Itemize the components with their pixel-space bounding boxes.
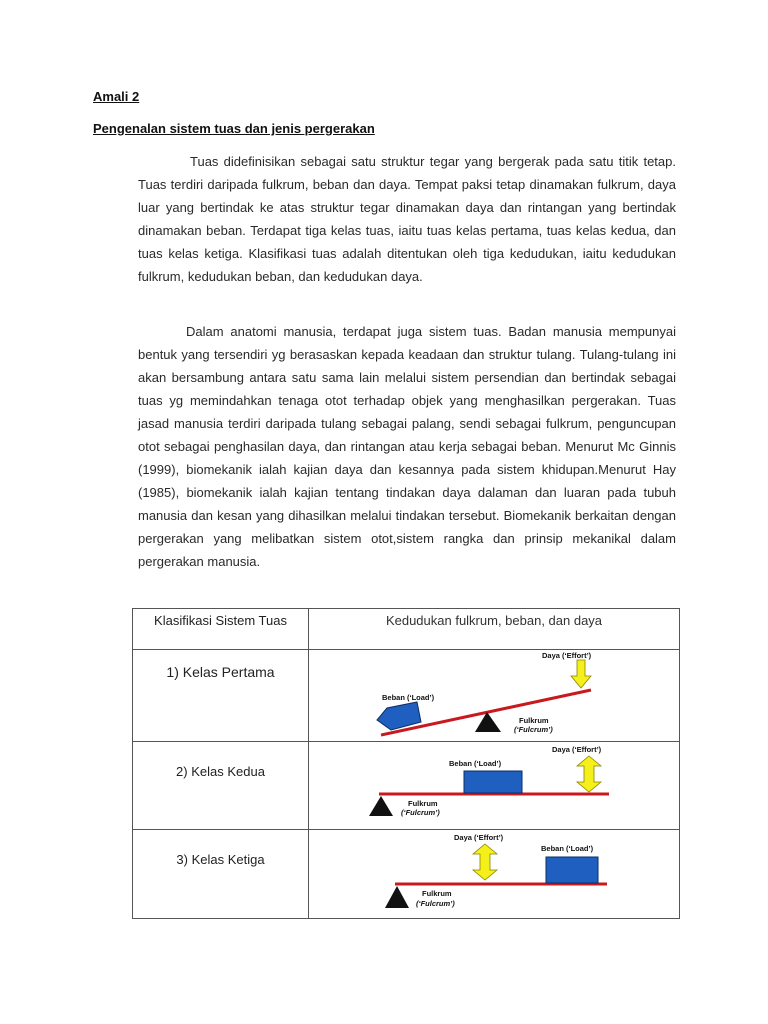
fulcrum-label: (‘Fulcrum’) bbox=[416, 899, 455, 908]
lever-class-label-second: 2) Kelas Kedua bbox=[176, 764, 265, 779]
table-row bbox=[133, 742, 680, 830]
second-class-lever-diagram bbox=[309, 742, 679, 826]
first-class-lever-diagram bbox=[309, 650, 679, 738]
fulkrum-label: Fulkrum bbox=[422, 889, 452, 898]
beban-label: Beban (‘Load’) bbox=[541, 844, 594, 853]
lever-classification-table bbox=[132, 608, 680, 919]
fulcrum-label: (‘Fulcrum’) bbox=[401, 808, 440, 817]
table-header-classification: Klasifikasi Sistem Tuas bbox=[133, 609, 309, 650]
daya-label: Daya (‘Effort’) bbox=[542, 651, 592, 660]
beban-label: Beban (‘Load’) bbox=[382, 693, 435, 702]
third-class-lever-diagram bbox=[309, 830, 679, 915]
fulcrum-label: (‘Fulcrum’) bbox=[514, 725, 553, 734]
load-box bbox=[546, 857, 598, 883]
section-subtitle: Pengenalan sistem tuas dan jenis pergerakan bbox=[93, 121, 375, 136]
load-box bbox=[464, 771, 522, 793]
table-header-positions: Kedudukan fulkrum, beban, dan daya bbox=[309, 609, 680, 650]
daya-label: Daya (‘Effort’) bbox=[552, 745, 602, 754]
daya-label: Daya (‘Effort’) bbox=[454, 833, 504, 842]
paragraph-anatomy: Dalam anatomi manusia, terdapat juga sistem tuas. Badan manusia mempunyai bentuk yang tersendiri yg berasaskan kepada keadaan dan struktur tulang. Tulang-tulang ini akan bersambung antara satu sama lain melalui sistem persendian dan bertindak sebagai tuas yg memindahkan tenaga otot terhadap objek yang menghasilkan pergerakan. Tuas jasad manusia terdiri daripada tulang sebagai palang, sendi sebagai fulkrum, penguncupan otot sebagai penghasilan daya, dan rintangan atau kerja sebagai beban. Menurut Mc Ginnis (1999), biomekanik ialah kajian daya dan kesannya pada sistem khidupan.Menurut Hay (1985), biomekanik ialah kajian tentang tindakan daya dalaman dan luaran pada tubuh manusia dan kesan yang dihasilkan melalui tindakan tersebut. Biomekanik berkaitan dengan pergerakan yang melibatkan sistem otot,sistem rangka dan prinsip mekanikal dalam pergerakan manusia. bbox=[138, 324, 676, 569]
fulkrum-label: Fulkrum bbox=[519, 716, 549, 725]
fulkrum-label: Fulkrum bbox=[408, 799, 438, 808]
table-row bbox=[133, 830, 680, 919]
page-title: Amali 2 bbox=[93, 89, 140, 104]
beban-label: Beban (‘Load’) bbox=[449, 759, 502, 768]
paragraph-intro: Tuas didefinisikan sebagai satu struktur tegar yang bergerak pada satu titik tetap. Tuas terdiri daripada fulkrum, beban dan daya. Tempat paksi tetap dinamakan fulkrum, daya luar yang bertindak ke atas struktur tegar dinamakan daya dan rintangan yang bertindak dinamakan beban. Terdapat tiga kelas tuas, iaitu tuas kelas pertama, tuas kelas kedua, dan tuas kelas ketiga. Klasifikasi tuas adalah ditentukan oleh tiga kedudukan, iaitu kedudukan fulkrum, kedudukan beban, dan kedudukan daya. bbox=[138, 154, 676, 284]
table-row bbox=[133, 650, 680, 742]
lever-class-label-first: 1) Kelas Pertama bbox=[166, 664, 275, 680]
lever-class-label-third: 3) Kelas Ketiga bbox=[176, 852, 265, 867]
